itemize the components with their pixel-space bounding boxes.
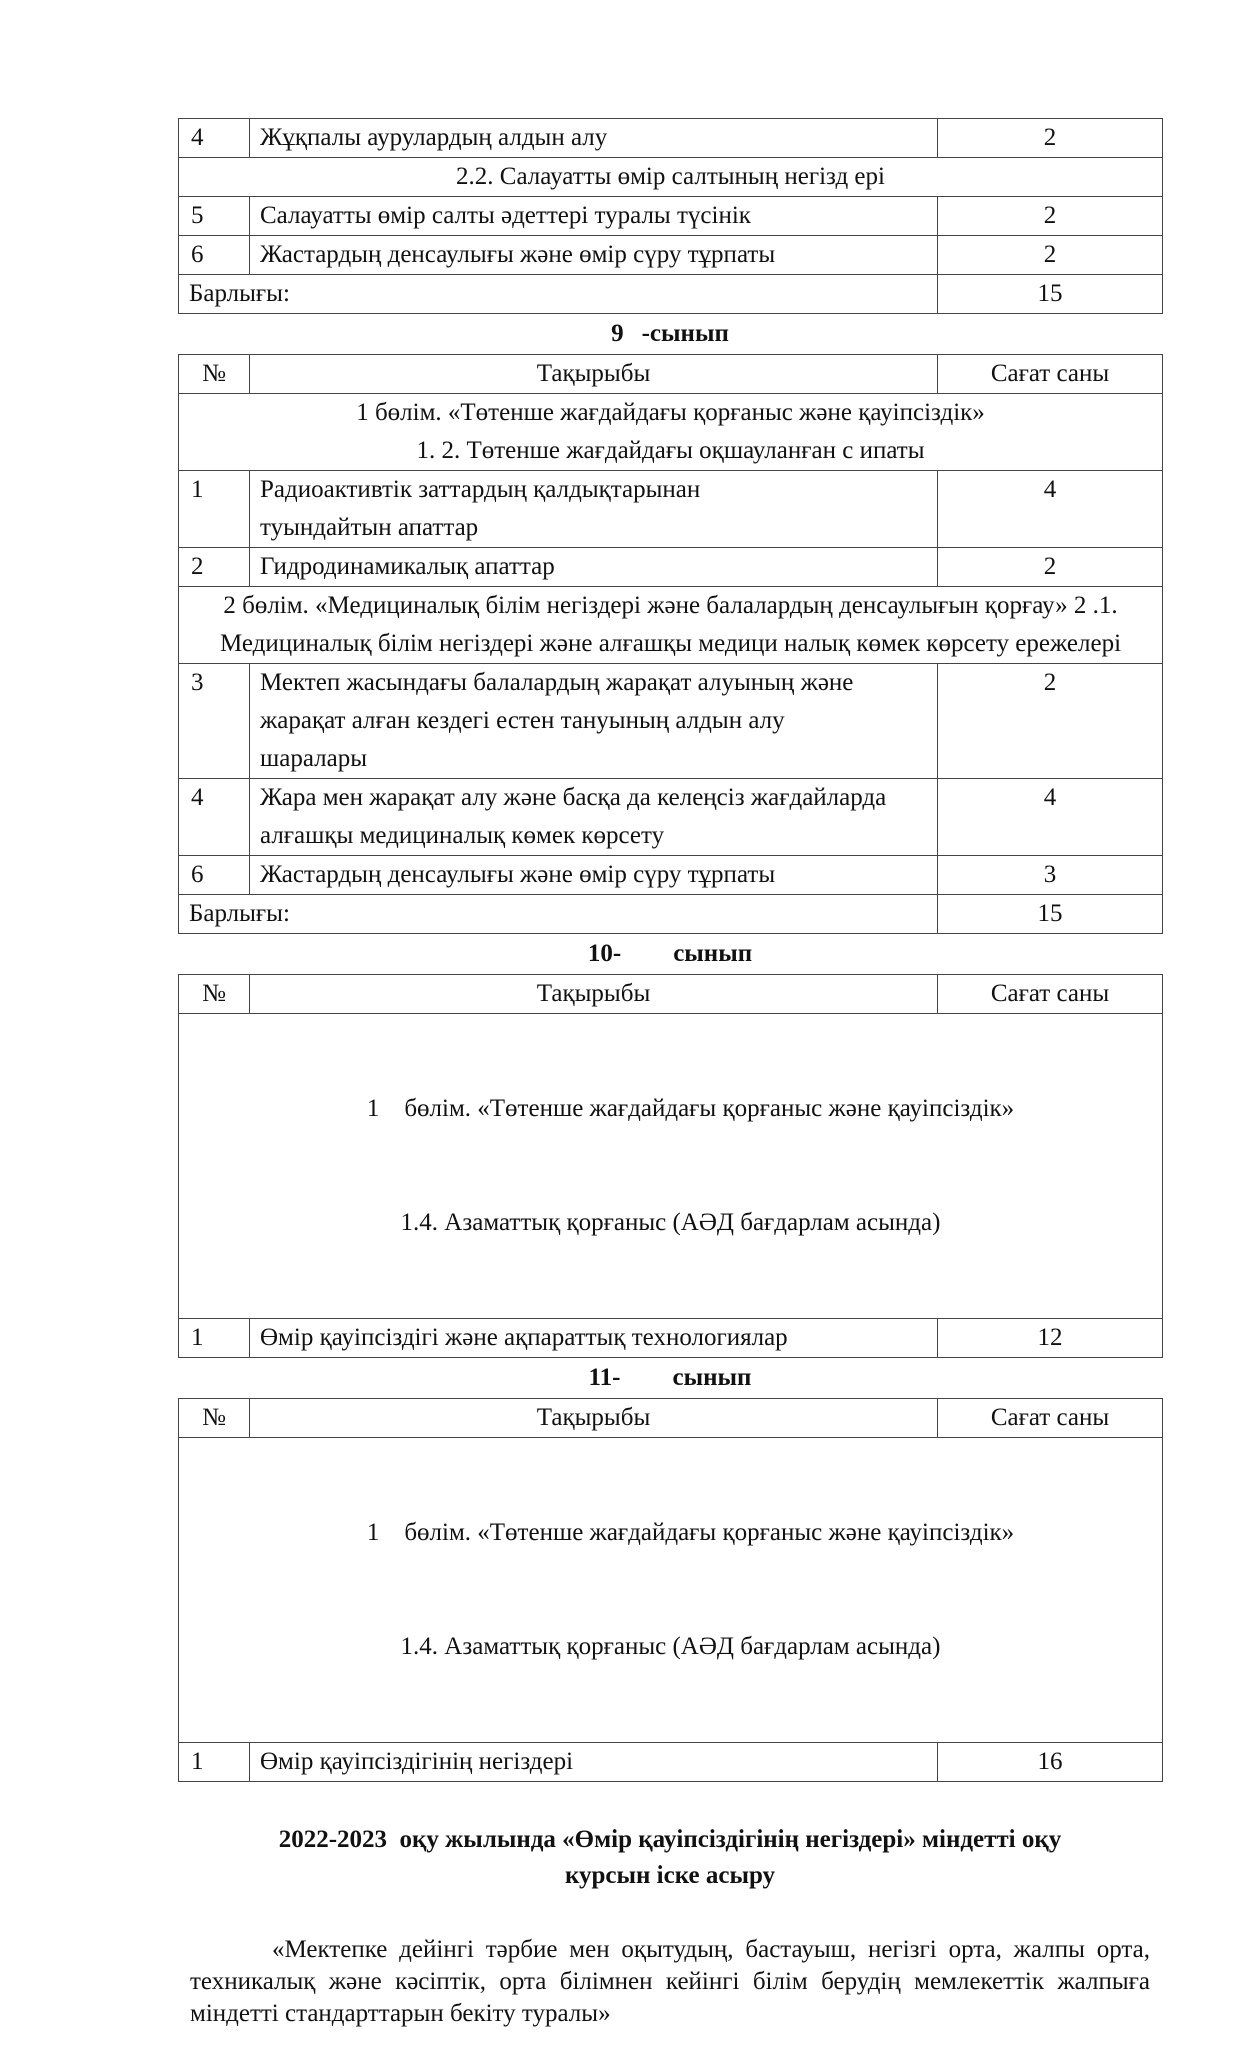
table-row bbox=[179, 471, 1163, 548]
row-number: 1 bbox=[179, 1319, 250, 1358]
total-value: 15 bbox=[938, 275, 1163, 314]
header-hours: Сағат саны bbox=[938, 1399, 1163, 1438]
row-topic: Салауатты өмір салты әдеттері туралы түсінік bbox=[250, 197, 938, 236]
grade-number: 10- bbox=[587, 940, 622, 967]
row-hours: 4 bbox=[938, 471, 1163, 548]
section-title: 2 бөлім. «Медициналық білім негіздері және балалардың денсаулығын қорғау» 2 .1. Медициналық білім негіздері және алғашқы медици налық көмек көрсету ережелері bbox=[179, 587, 1163, 664]
header-number: № bbox=[179, 975, 250, 1014]
header-topic: Тақырыбы bbox=[250, 355, 938, 394]
total-row bbox=[179, 895, 1163, 934]
row-hours: 4 bbox=[938, 779, 1163, 856]
row-topic bbox=[250, 664, 938, 779]
table-grade9 bbox=[178, 354, 1163, 934]
table-row bbox=[179, 236, 1163, 275]
total-value: 15 bbox=[938, 895, 1163, 934]
row-topic: Жастардың денсаулығы және өмір сүру тұрпаты bbox=[250, 236, 938, 275]
row-number: 6 bbox=[179, 856, 250, 895]
section-row bbox=[179, 587, 1163, 664]
grade-label: -сынып bbox=[641, 320, 729, 347]
row-topic: Жұқпалы аурулардың алдын алу bbox=[250, 119, 938, 158]
table-row bbox=[179, 1743, 1163, 1782]
section-line: 1 бөлім. «Төтенше жағдайдағы қорғаныс және қауіпсіздік» bbox=[366, 1095, 1015, 1122]
table-grade11 bbox=[178, 1398, 1163, 1782]
row-hours: 12 bbox=[938, 1319, 1163, 1358]
section-row bbox=[179, 1438, 1163, 1743]
grade-9-title bbox=[178, 314, 1162, 354]
table-row bbox=[179, 119, 1163, 158]
row-hours: 2 bbox=[938, 119, 1163, 158]
row-hours: 2 bbox=[938, 548, 1163, 587]
section-line: 1.4. Азаматтық қорғаныс (АӘД бағдарлам асында) bbox=[400, 1633, 941, 1660]
row-topic: Өмір қауіпсіздігінің негіздері bbox=[250, 1743, 938, 1782]
total-row bbox=[179, 275, 1163, 314]
table-row bbox=[179, 779, 1163, 856]
section-title bbox=[179, 394, 1163, 471]
row-hours: 2 bbox=[938, 197, 1163, 236]
section-line: 1.4. Азаматтық қорғаныс (АӘД бағдарлам асында) bbox=[400, 1209, 941, 1236]
header-hours: Сағат саны bbox=[938, 355, 1163, 394]
row-topic-text: Радиоактивтік заттардың қалдықтарынан туындайтын апаттар bbox=[260, 476, 701, 541]
header-topic: Тақырыбы bbox=[250, 1399, 938, 1438]
table-row bbox=[179, 664, 1163, 779]
header-row bbox=[179, 1399, 1163, 1438]
section-title bbox=[179, 1014, 1163, 1319]
section-row bbox=[179, 394, 1163, 471]
table-row bbox=[179, 1319, 1163, 1358]
table-grade10 bbox=[178, 974, 1163, 1358]
row-topic: Гидродинамикалық апаттар bbox=[250, 548, 938, 587]
document-page bbox=[178, 118, 1162, 2055]
row-hours: 3 bbox=[938, 856, 1163, 895]
row-number: 3 bbox=[179, 664, 250, 779]
row-number: 2 bbox=[179, 548, 250, 587]
row-hours: 16 bbox=[938, 1743, 1163, 1782]
section-row bbox=[179, 158, 1163, 197]
row-hours: 2 bbox=[938, 236, 1163, 275]
section-title: 2.2. Салауатты өмір салтының негізд ері bbox=[179, 158, 1163, 197]
section-line: 1 бөлім. «Төтенше жағдайдағы қорғаныс және қауіпсіздік» bbox=[356, 399, 985, 426]
header-row bbox=[179, 975, 1163, 1014]
row-topic: Өмір қауіпсіздігі және ақпараттық технологиялар bbox=[250, 1319, 938, 1358]
table-row bbox=[179, 856, 1163, 895]
heading-line: курсын іске асыру bbox=[564, 1862, 776, 1889]
total-label: Барлығы: bbox=[179, 275, 938, 314]
row-number: 4 bbox=[179, 119, 250, 158]
header-topic: Тақырыбы bbox=[250, 975, 938, 1014]
section-heading bbox=[178, 1822, 1162, 1894]
section-row bbox=[179, 1014, 1163, 1319]
row-topic-text: Мектеп жасындағы балалардың жарақат алуының және жарақат алған кездегі естен тануының алдын алу шаралары bbox=[260, 669, 854, 772]
row-number: 6 bbox=[179, 236, 250, 275]
table-row bbox=[179, 548, 1163, 587]
row-number: 4 bbox=[179, 779, 250, 856]
row-number: 1 bbox=[179, 1743, 250, 1782]
grade-11-title bbox=[178, 1358, 1162, 1398]
row-topic: Жара мен жарақат алу және басқа да келеңсіз жағдайларда алғашқы медициналық көмек көрсету bbox=[250, 779, 938, 856]
heading-line: 2022-2023 оқу жылында «Өмір қауіпсіздігінің негіздері» міндетті оқу bbox=[278, 1826, 1062, 1853]
grade-number: 9 bbox=[611, 320, 624, 347]
body-paragraph: «Мектепке дейінгі тәрбие мен оқытудың, бастауыш, негізгі орта, жалпы орта, техникалық және кәсіптік, орта білімнен кейінгі білім берудің мемлекеттік жалпыға міндетті стандарттарын бекіту туралы» bbox=[190, 1936, 1150, 2027]
grade-number: 11- bbox=[588, 1364, 621, 1391]
table-grade8-continuation bbox=[178, 118, 1163, 314]
header-number: № bbox=[179, 355, 250, 394]
row-number: 1 bbox=[179, 471, 250, 548]
row-number: 5 bbox=[179, 197, 250, 236]
header-row bbox=[179, 355, 1163, 394]
table-row bbox=[179, 197, 1163, 236]
row-hours: 2 bbox=[938, 664, 1163, 779]
grade-10-title bbox=[178, 934, 1162, 974]
section-line: 1. 2. Төтенше жағдайдағы оқшауланған с ипаты bbox=[416, 437, 925, 464]
section-line: 1 бөлім. «Төтенше жағдайдағы қорғаныс және қауіпсіздік» bbox=[366, 1519, 1015, 1546]
row-topic bbox=[250, 471, 938, 548]
header-hours: Сағат саны bbox=[938, 975, 1163, 1014]
grade-label: сынып bbox=[672, 1364, 752, 1391]
grade-label: сынып bbox=[673, 940, 753, 967]
total-label: Барлығы: bbox=[179, 895, 938, 934]
header-number: № bbox=[179, 1399, 250, 1438]
section-title bbox=[179, 1438, 1163, 1743]
row-topic: Жастардың денсаулығы және өмір сүру тұрпаты bbox=[250, 856, 938, 895]
